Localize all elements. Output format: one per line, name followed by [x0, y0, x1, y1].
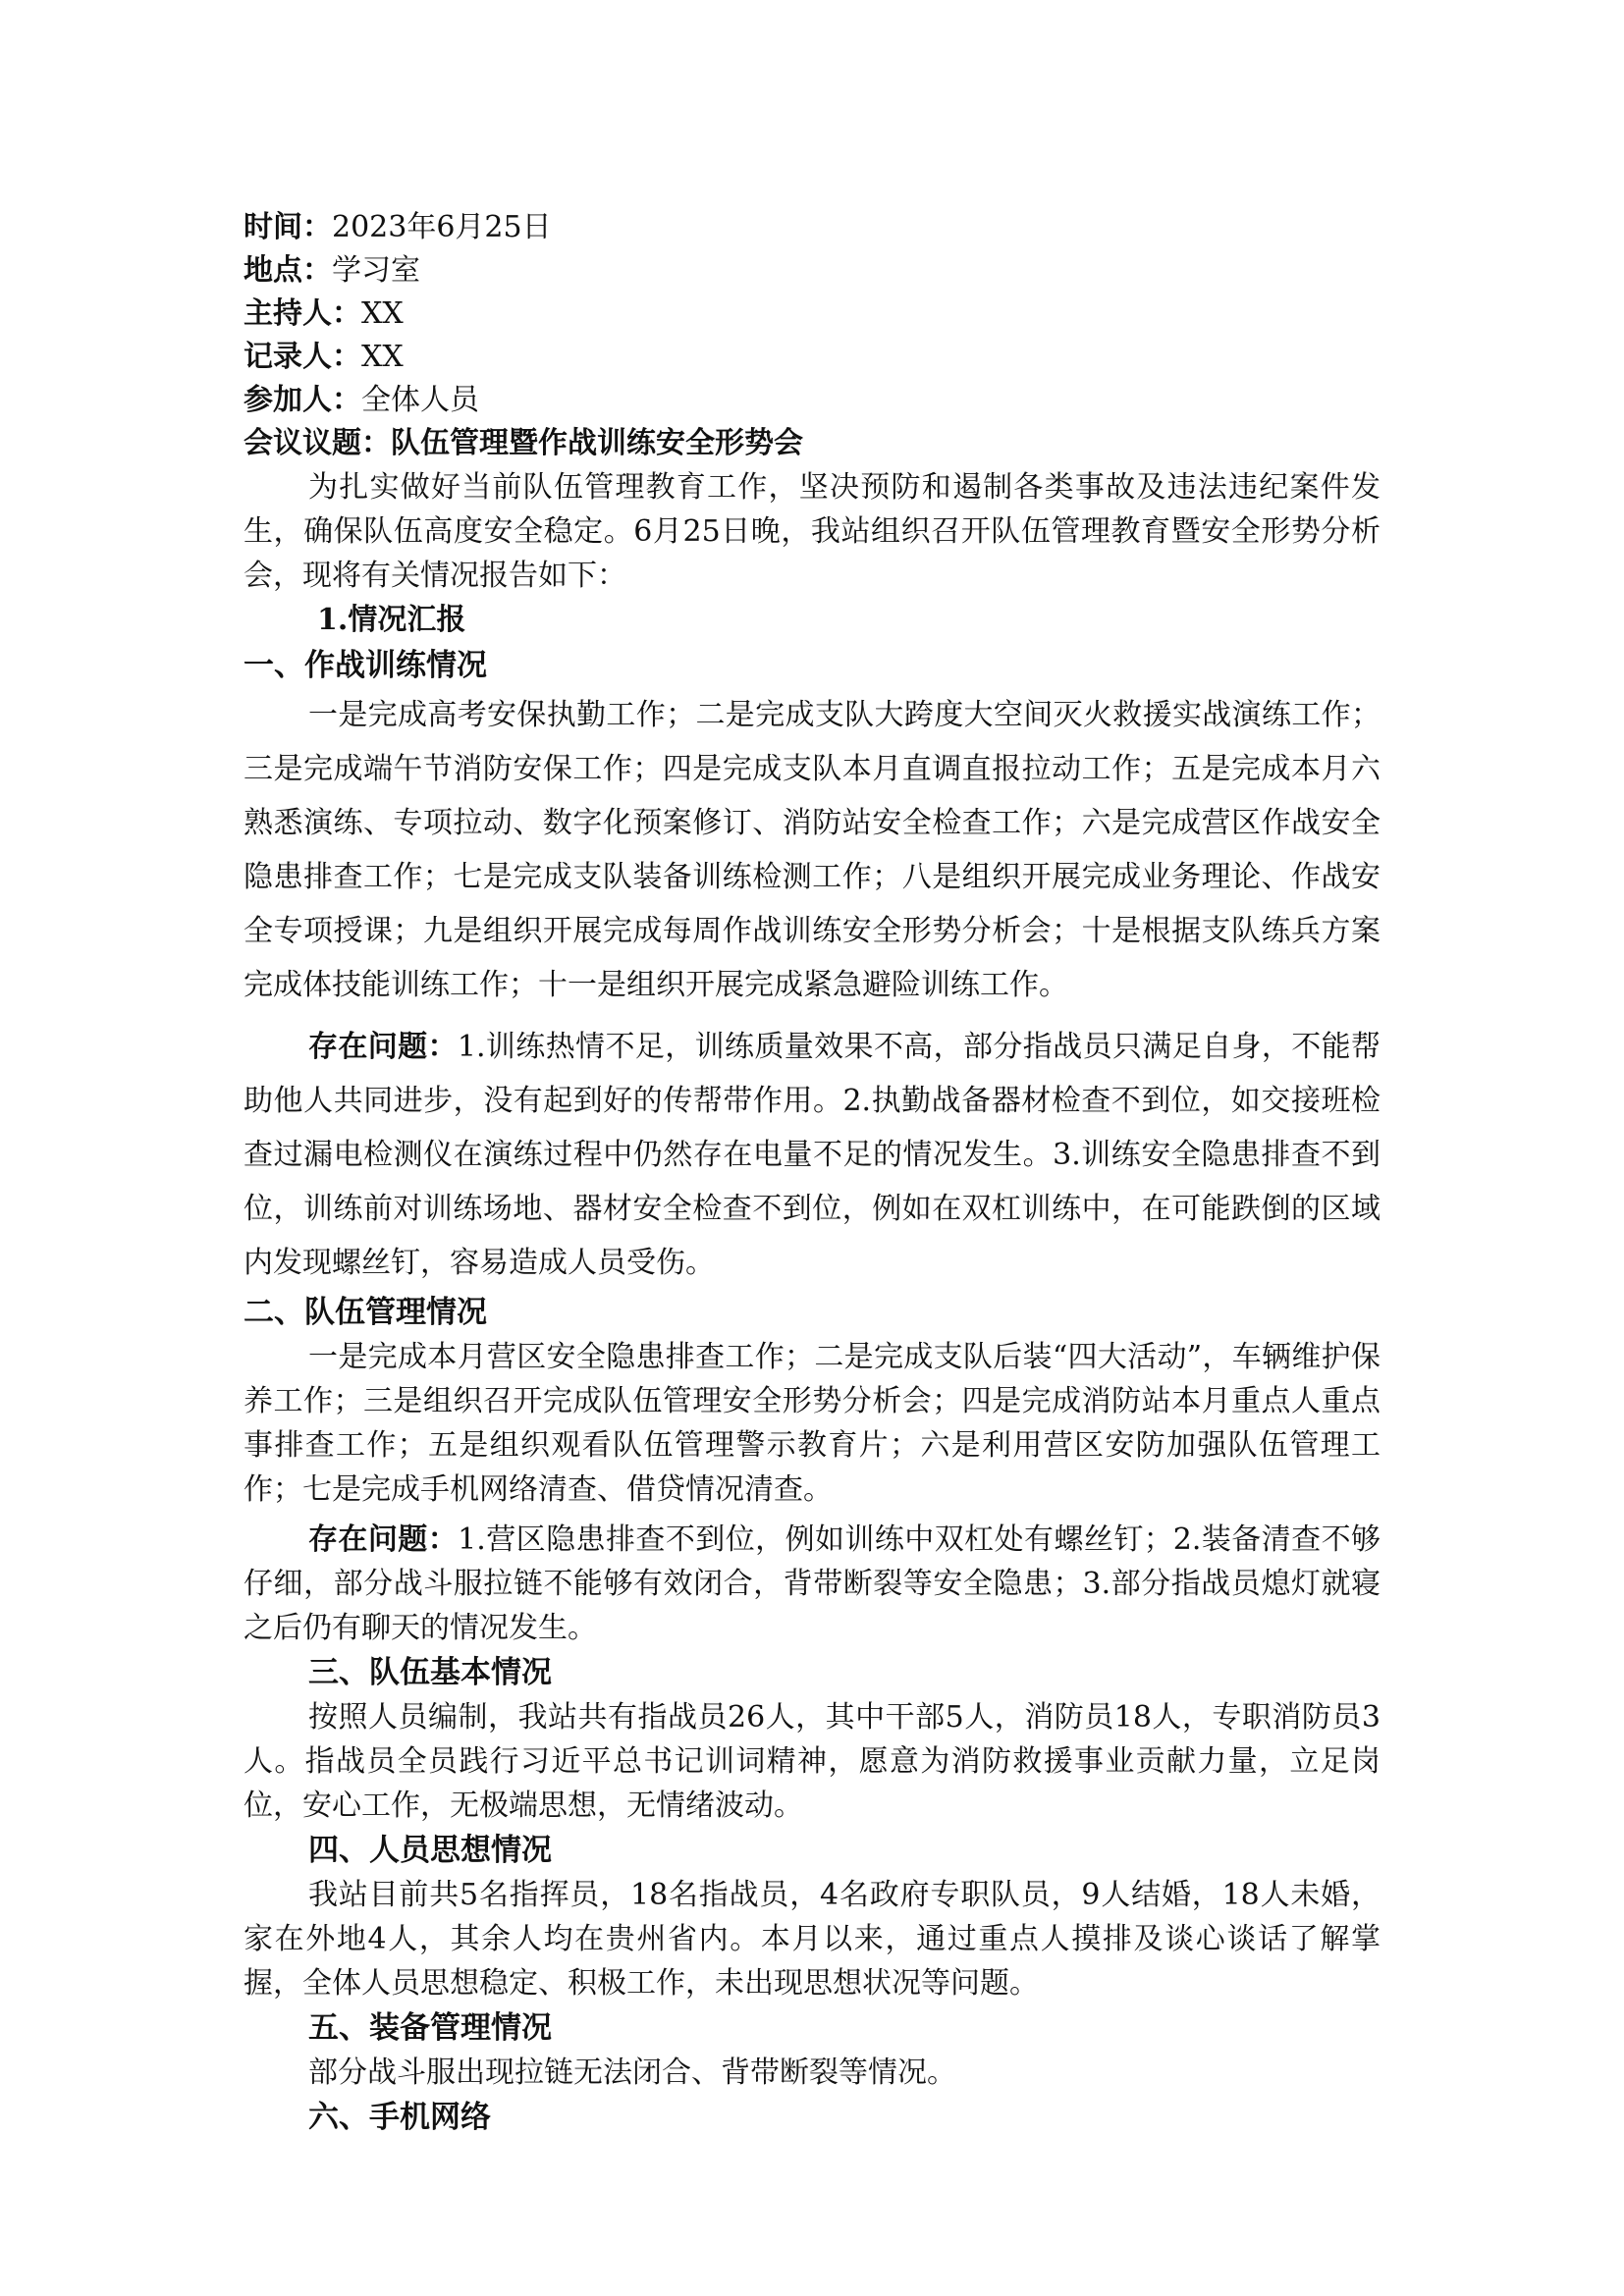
meta-time: 时间：2023年6月25日: [244, 210, 552, 244]
meta-attendees: 参加人：全体人员: [244, 383, 479, 417]
section2-body: 一是完成本月营区安全隐患排查工作；二是完成支队后装“四大活动”，车辆维护保养工作；三是组织召开完成队伍管理安全形势分析会；四是完成消防站本月重点人重点事排查工作；五是组织观看队伍管理警示教育片；六是利用营区安防加强队伍管理工作；七是完成手机网络清查、借贷情况清查。: [244, 1340, 1380, 1507]
section3-title: 三、队伍基本情况: [308, 1655, 552, 1690]
section1-title: 一、作战训练情况: [244, 648, 487, 683]
report-heading: 1.情况汇报: [317, 603, 466, 637]
meta-location: 地点：学习室: [244, 253, 420, 288]
meta-recorder: 记录人：XX: [244, 340, 404, 374]
section6-title: 六、手机网络: [308, 2100, 491, 2135]
section2-problems: 存在问题：1.营区隐患排查不到位，例如训练中双杠处有螺丝钉；2.装备清查不够仔细，部分战斗服拉链不能够有效闭合，背带断裂等安全隐患；3.部分指战员熄灯就寝之后仍有聊天的情况发生。: [244, 1522, 1380, 1645]
section3-body: 按照人员编制，我站共有指战员26人，其中干部5人，消防员18人，专职消防员3人。指战员全员践行习近平总书记训词精神，愿意为消防救援事业贡献力量，立足岗位，安心工作，无极端思想，无情绪波动。: [244, 1700, 1380, 1823]
document-page: [244, 206, 1380, 2140]
section5-title: 五、装备管理情况: [308, 2010, 552, 2046]
meta-host: 主持人：XX: [244, 296, 404, 331]
section4-title: 四、人员思想情况: [308, 1833, 552, 1868]
section1-problems: 存在问题：1.训练热情不足，训练质量效果不高，部分指战员只满足自身，不能帮助他人共同进步，没有起到好的传帮带作用。2.执勤战备器材检查不到位，如交接班检查过漏电检测仪在演练过程中仍然存在电量不足的情况发生。3.训练安全隐患排查不到位，训练前对训练场地、器材安全检查不到位，例如在双杠训练中，在可能跌倒的区域内发现螺丝钉，容易造成人员受伤。: [244, 1030, 1381, 1280]
section1-body: 一是完成高考安保执勤工作；二是完成支队大跨度大空间灭火救援实战演练工作；三是完成端午节消防安保工作；四是完成支队本月直调直报拉动工作；五是完成本月六熟悉演练、专项拉动、数字化预案修订、消防站安全检查工作；六是完成营区作战安全隐患排查工作；七是完成支队装备训练检测工作；八是组织开展完成业务理论、作战安全专项授课；九是组织开展完成每周作战训练安全形势分析会；十是根据支队练兵方案完成体技能训练工作；十一是组织开展完成紧急避险训练工作。: [244, 698, 1380, 1002]
section2-title: 二、队伍管理情况: [244, 1295, 487, 1330]
intro-paragraph: 为扎实做好当前队伍管理教育工作，坚决预防和遏制各类事故及违法违纪案件发生，确保队伍高度安全稳定。6月25日晚，我站组织召开队伍管理教育暨安全形势分析会，现将有关情况报告如下：: [244, 470, 1380, 593]
section4-body: 我站目前共5名指挥员，18名指战员，4名政府专职队员，9人结婚，18人未婚，家在外地4人，其余人均在贵州省内。本月以来，通过重点人摸排及谈心谈话了解掌握，全体人员思想稳定、积极工作，未出现思想状况等问题。: [244, 1878, 1380, 2001]
meeting-meta: [244, 206, 1380, 465]
meta-topic: 会议议题：队伍管理暨作战训练安全形势会: [244, 426, 803, 460]
section5-body: 部分战斗服出现拉链无法闭合、背带断裂等情况。: [308, 2056, 956, 2090]
